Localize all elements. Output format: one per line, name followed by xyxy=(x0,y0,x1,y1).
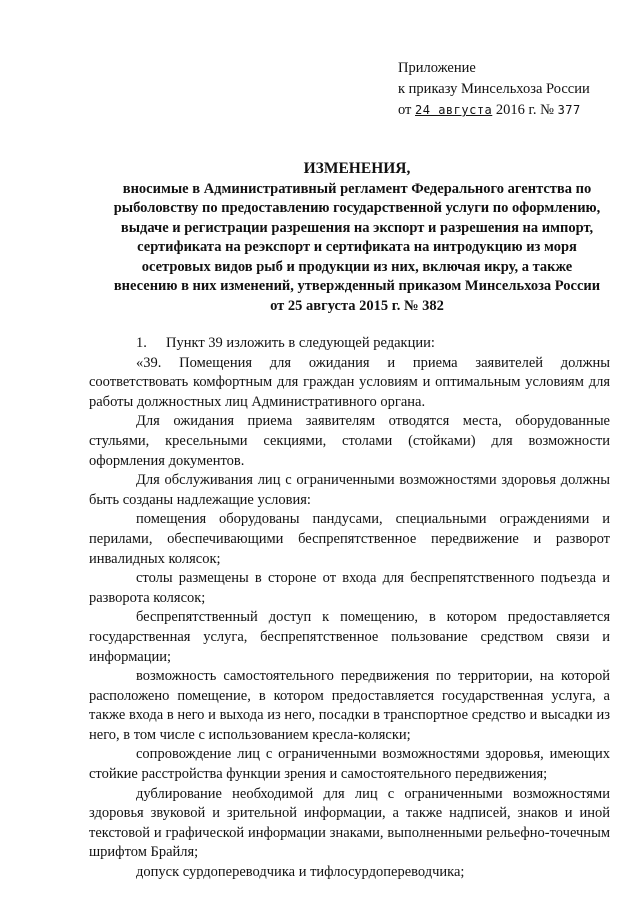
title-line: осетровых видов рыб и продукции из них, включая икру, а также xyxy=(141,258,573,275)
paragraph: беспрепятственный доступ к помещению, в котором предоставляется государственная услуга, беспрепятственное пользование средством связи и информации; xyxy=(89,609,610,665)
appendix-block xyxy=(398,58,590,121)
date-prefix: от xyxy=(398,102,412,118)
paragraph: Для обслуживания лиц с ограниченными возможностями здоровья должны быть созданы надлежащие условия: xyxy=(89,472,610,508)
list-item xyxy=(89,334,610,354)
title-line: внесению в них изменений, утвержденный приказом Минсельхоза России xyxy=(113,278,601,294)
title-heading: ИЗМЕНЕНИЯ, xyxy=(303,160,411,177)
paragraph: допуск сурдопереводчика и тифлосурдопереводчика; xyxy=(136,864,465,881)
paragraph: дублирование необходимой для лиц с ограниченными возможностями здоровья звуковой и зрительной информации, а также надписей, знаков и иной текстовой и графической информации знаками, выполненными рельефно-точечным шрифтом Брайля; xyxy=(89,785,610,861)
paragraph: Для ожидания приема заявителям отводятся места, оборудованные стульями, кресельными секциями, столами (стойками) для возможности оформления документов. xyxy=(89,413,610,469)
paragraph: столы размещены в стороне от входа для беспрепятственного подъезда и разворота колясок; xyxy=(89,570,610,606)
title-line: выдаче и регистрации разрешения на экспорт и разрешения на импорт, xyxy=(120,219,594,236)
appendix-label: Приложение xyxy=(398,60,476,76)
item-number: 1. xyxy=(136,335,147,351)
title-line: сертификата на реэкспорт и сертификата на интродукцию из моря xyxy=(137,239,577,255)
document-title xyxy=(112,159,602,316)
title-line: рыболовству по предоставлению государственной услуги по оформлению, xyxy=(113,200,601,216)
date-suffix: 2016 г. № xyxy=(495,102,554,118)
date-fill: 24 августа xyxy=(415,103,493,117)
paragraph: «39. Помещения для ожидания и приема заявителей должны соответствовать комфортным для граждан условиям и оптимальным условиям для работы должностных лиц Административного органа. xyxy=(89,354,610,410)
appendix-date-line xyxy=(398,100,590,121)
paragraph: возможность самостоятельного передвижения по территории, на которой расположено помещение, в котором предоставляется государственная услуга, а также входа в него и выхода из него, посадки в транспортное средство и высадки из него, в том числе с использованием кресла-коляски; xyxy=(89,668,610,743)
paragraph: помещения оборудованы пандусами, специальными ограждениями и перилами, обеспечивающими беспрепятственное передвижение и разворот инвалидных колясок; xyxy=(89,511,610,567)
appendix-order-ref: к приказу Минсельхоза России xyxy=(398,81,590,97)
order-number: 377 xyxy=(557,103,581,117)
title-line: от 25 августа 2015 г. № 382 xyxy=(270,297,444,314)
item-text: Пункт 39 изложить в следующей редакции: xyxy=(166,335,435,351)
document-body xyxy=(89,334,610,883)
title-line: вносимые в Административный регламент Федерального агентства по xyxy=(122,180,592,197)
paragraph: сопровождение лиц с ограниченными возможностями здоровья, имеющих стойкие расстройства функции зрения и самостоятельного передвижения; xyxy=(89,746,610,783)
